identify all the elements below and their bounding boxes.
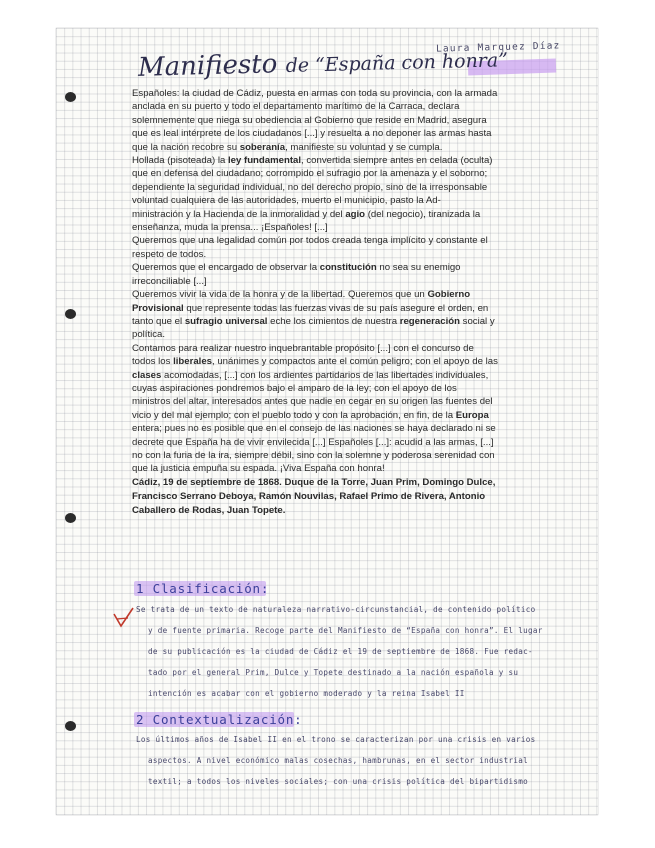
- manifesto-line: [132, 436, 566, 449]
- signature-line: Cádiz, 19 de septiembre de 1868. Duque de la Torre, Juan Prim, Domingo Dulce,: [132, 476, 496, 488]
- handwritten-line: Se trata de un texto de naturaleza narrativo-circunstancial, de contenido político: [136, 605, 536, 614]
- bold-term: Europa: [455, 409, 489, 421]
- page-title: [138, 43, 509, 83]
- manifesto-line: [132, 315, 566, 328]
- text-run: que la nación recobre su: [132, 141, 240, 153]
- manifesto-line: [132, 355, 566, 368]
- manifesto-line: [132, 154, 566, 167]
- text-run: , unánimes y compactos ante el común peligro; con el apoyo de las: [212, 356, 498, 368]
- text-run: enseñanza, muda la prensa... ¡Españoles! [...]: [132, 222, 328, 234]
- bold-term: soberanía: [239, 141, 286, 153]
- manifesto-line: [132, 194, 566, 207]
- text-run: todos los: [132, 356, 174, 368]
- check-mark-icon: [112, 606, 136, 632]
- handwritten-line: tado por el general Prim, Dulce y Topete destinado a la nación española y su: [148, 668, 519, 677]
- text-run: Queremos que el encargado de observar la: [132, 262, 320, 274]
- text-run: social y: [459, 315, 495, 327]
- manifesto-line: [132, 87, 566, 100]
- text-run: que es leal intérprete de los ciudadanos [...] y resuelta a no deponer las armas hasta: [132, 128, 492, 140]
- manifesto-line: [132, 248, 566, 261]
- text-run: , convertida siempre antes en celada (oculta): [301, 155, 493, 167]
- manifesto-line: [132, 114, 566, 127]
- signature-line: Caballero de Rodas, Juan Topete.: [132, 505, 286, 517]
- text-run: decrete que España ha de vivir envilecida [...] Españoles [...]: acudid a las armas, [...]: [132, 436, 494, 448]
- text-run: que en defensa del ciudadano; corrompido el sufragio por la amenaza y el soborno;: [132, 168, 488, 180]
- manifesto-line: [132, 449, 566, 462]
- bold-term: ley fundamental: [228, 155, 302, 167]
- notebook-page: [56, 28, 598, 815]
- handwritten-line: y de fuente primaria. Recoge parte del Manifiesto de “España con honra”. El lugar: [148, 626, 543, 635]
- manifesto-line: [132, 328, 566, 341]
- manifesto-line: [132, 181, 566, 194]
- text-run: entera; pues no es posible que en el consejo de las naciones se haya declarado ni se: [132, 423, 496, 435]
- bold-term: sufragio universal: [184, 315, 268, 327]
- manifesto-line: [132, 221, 566, 234]
- handwritten-line: intención es acabar con el gobierno moderado y la reina Isabel II: [148, 689, 465, 698]
- binder-hole: [65, 92, 76, 102]
- manifesto-line: [132, 275, 566, 288]
- text-run: dependiente la seguridad individual, no del derecho propio, sino de la irresponsable: [132, 181, 488, 193]
- handwritten-line: textil; a todos los niveles sociales; con una crisis política del bipartidismo: [148, 777, 529, 786]
- text-run: que la justicia empuña su espada. ¡Viva España con honra!: [132, 463, 385, 475]
- bold-term: Gobierno: [427, 289, 471, 301]
- text-run: vicio y del mal ejemplo; con el pueblo todo y con la aprobación, en fin, de la: [132, 409, 456, 421]
- section-heading-contextualizacion: 2 Contextualización:: [136, 712, 303, 727]
- manifesto-signature: [132, 476, 566, 519]
- section-text-clasificacion: [136, 599, 586, 704]
- text-run: eche los cimientos de nuestra: [267, 315, 400, 327]
- bold-term: Provisional: [132, 302, 184, 314]
- text-run: respeto de todos.: [132, 248, 207, 260]
- text-run: no sea su enemigo: [376, 262, 461, 274]
- binder-hole: [65, 513, 76, 523]
- text-run: Españoles: la ciudad de Cádiz, puesta en armas con toda su provincia, con la armada: [132, 88, 498, 99]
- text-run: Hollada (pisoteada) la: [132, 155, 228, 167]
- text-run: (del negocio), tiranizada la: [365, 208, 481, 220]
- text-run: acomodadas, [...] con los ardientes partidarios de las libertades individuales,: [161, 369, 489, 381]
- text-run: , manifieste su voluntad y se cumpla.: [285, 141, 443, 153]
- text-run: solemnemente que niega su obediencia al Gobierno que reside en Madrid, asegura: [132, 114, 487, 126]
- manifesto-line: [132, 141, 566, 154]
- text-run: que represente todas las fuerzas vivas de su país asegure el orden, en: [183, 302, 489, 314]
- signature-line: Francisco Serrano Deboya, Ramón Nouvilas, Rafael Primo de Rivera, Antonio: [132, 490, 486, 502]
- text-run: anclada en su puerto y todo el departamento marítimo de la Carraca, declara: [132, 101, 460, 113]
- bold-term: regeneración: [399, 315, 460, 327]
- manifesto-line: [132, 462, 566, 475]
- text-run: Contamos para realizar nuestro inquebrantable propósito [...] con el concurso de: [132, 342, 474, 354]
- text-run: irreconciliable [...]: [132, 275, 207, 287]
- manifesto-line: [132, 261, 566, 274]
- bold-term: clases: [132, 369, 162, 381]
- bold-term: liberales: [173, 356, 213, 368]
- text-run: Queremos vivir la vida de la honra y de la libertad. Queremos que un: [132, 289, 428, 301]
- handwritten-line: de su publicación es la ciudad de Cádiz el 19 de septiembre de 1868. Fue redac-: [148, 647, 533, 656]
- text-run: política.: [132, 329, 166, 341]
- manifesto-line: [132, 100, 566, 113]
- manifesto-line: [132, 302, 566, 315]
- manifesto-line: [132, 409, 566, 422]
- manifesto-text: [132, 87, 566, 518]
- manifesto-line: [132, 208, 566, 221]
- manifesto-line: [132, 395, 566, 408]
- text-run: Queremos que una legalidad común por todos creada tenga implícito y constante el: [132, 235, 488, 247]
- manifesto-line: [132, 288, 566, 301]
- author-name: Laura Marquez Díaz: [435, 40, 561, 55]
- title-rest: de “España con honra”: [285, 49, 509, 77]
- title-main: Manifiesto: [137, 49, 278, 83]
- text-run: voluntad cualquiera de las autoridades, muerto el municipio, pasto la Ad-: [132, 195, 441, 207]
- handwritten-line: aspectos. A nivel económico malas cosechas, hambrunas, en el sector industrial: [148, 756, 529, 765]
- bold-term: constitución: [319, 262, 377, 274]
- manifesto-body: [132, 87, 566, 476]
- binder-hole: [65, 721, 76, 731]
- manifesto-line: [132, 167, 566, 180]
- manifesto-line: [132, 382, 566, 395]
- text-run: cuyas aspiraciones pondremos bajo el amparo de la ley; con el apoyo de los: [132, 382, 457, 394]
- bold-term: agio: [345, 208, 366, 220]
- handwritten-line: Los últimos años de Isabel II en el trono se caracterizan por una crisis en varios: [136, 735, 536, 744]
- section-heading-clasificacion: 1 Clasificación:: [136, 581, 270, 596]
- text-run: ministración y la Hacienda de la inmoralidad y del: [132, 208, 346, 220]
- text-run: no con la furia de la ira, siempre débil, sino con la solemne y poderosa serenidad con: [132, 449, 495, 461]
- text-run: ministros del altar, interesados antes que nadie en cegar en su origen las fuentes del: [132, 396, 493, 408]
- manifesto-line: [132, 422, 566, 435]
- manifesto-line: [132, 342, 566, 355]
- manifesto-line: [132, 234, 566, 247]
- manifesto-line: [132, 127, 566, 140]
- text-run: tanto que el: [132, 315, 185, 327]
- binder-hole: [65, 309, 76, 319]
- manifesto-line: [132, 369, 566, 382]
- section-text-contextualizacion: [136, 729, 586, 792]
